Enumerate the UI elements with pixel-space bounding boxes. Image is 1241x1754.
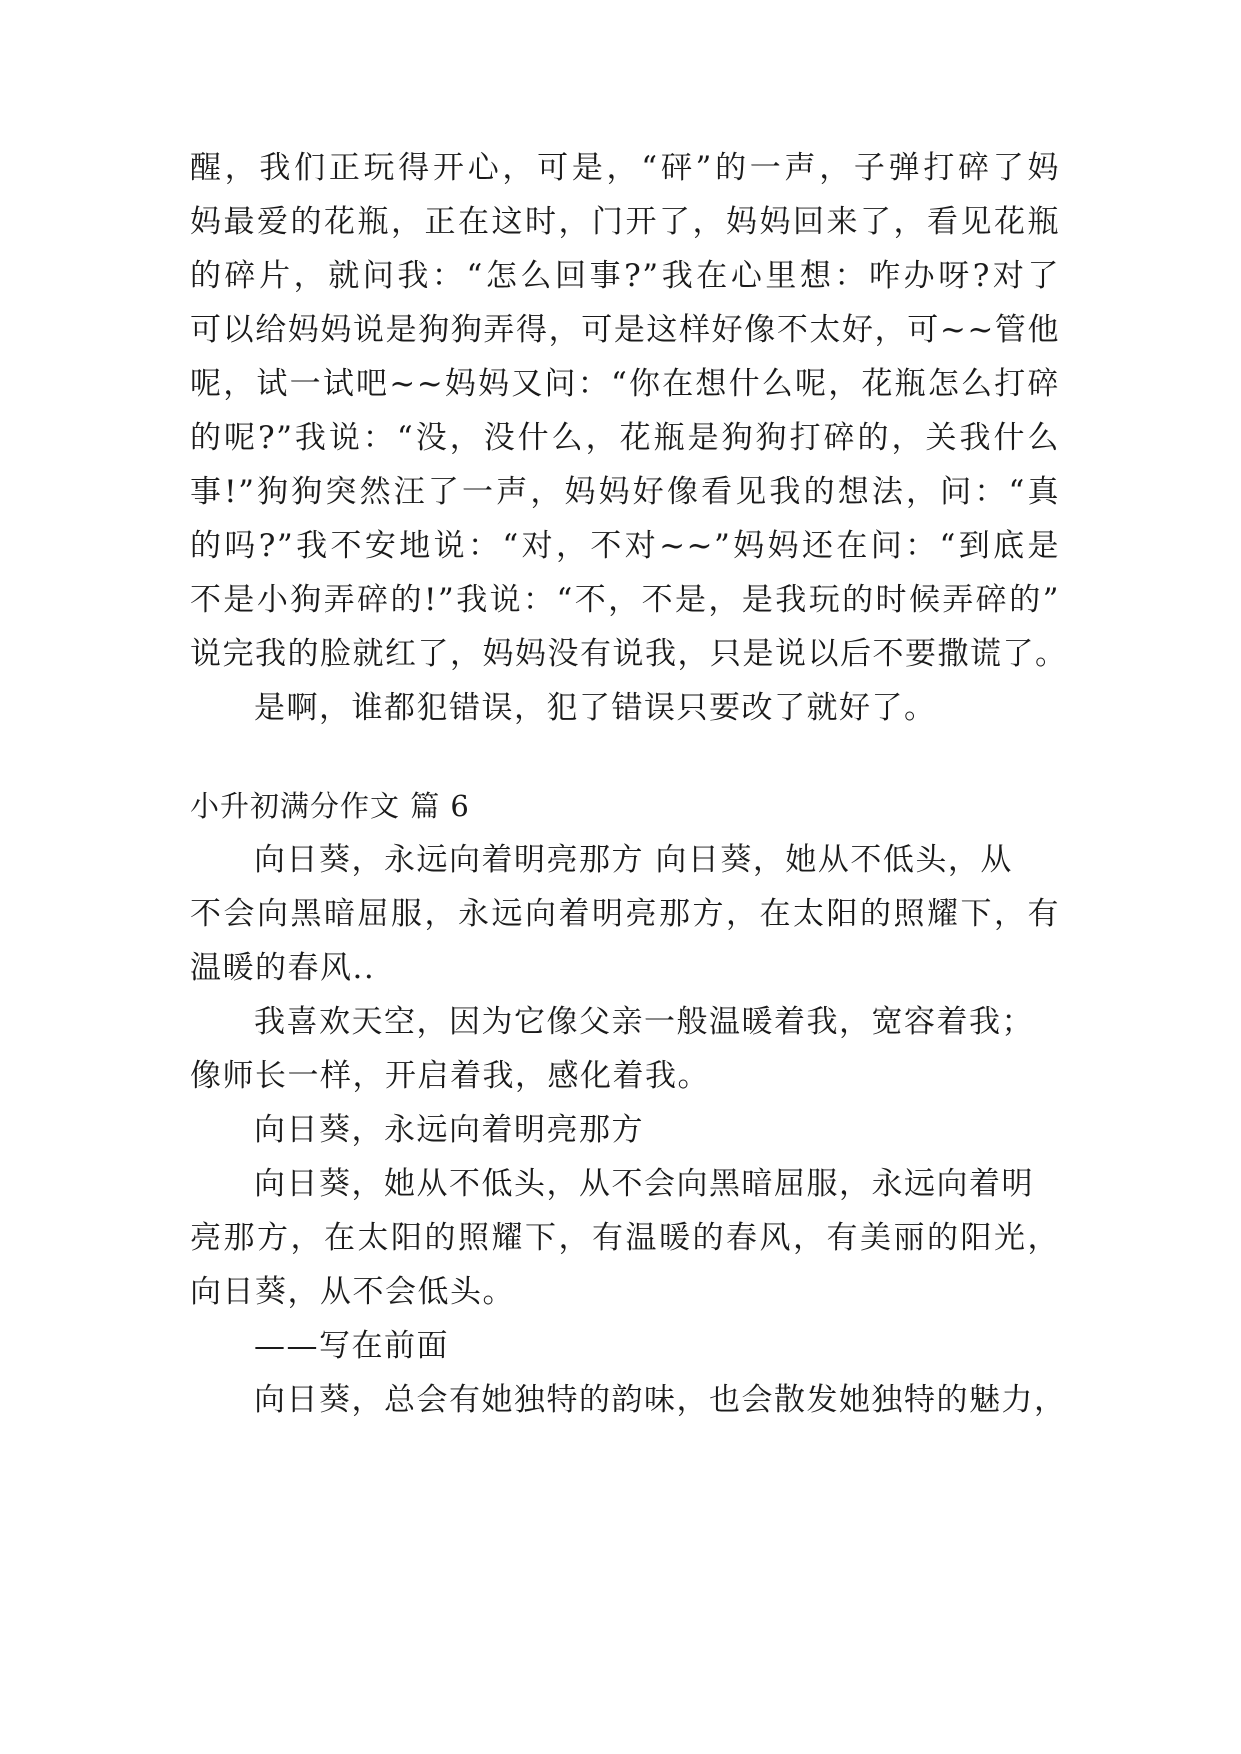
- paragraph-line: 不是小狗弄碎的!”我说：“不，不是，是我玩的时候弄碎的”: [190, 582, 1060, 618]
- paragraph-line: 温暖的春风..: [190, 950, 376, 986]
- paragraph-line: ——写在前面: [254, 1328, 449, 1364]
- section-heading: 小升初满分作文 篇 6: [190, 789, 470, 823]
- paragraph-line: 的呢?”我说：“没，没什么，花瓶是狗狗打碎的，关我什么: [190, 420, 1060, 456]
- paragraph-line: 像师长一样，开启着我，感化着我。: [190, 1058, 710, 1094]
- paragraph-line: 不会向黑暗屈服，永远向着明亮那方，在太阳的照耀下，有: [190, 896, 1060, 932]
- paragraph-line: 我喜欢天空，因为它像父亲一般温暖着我，宽容着我；: [254, 1004, 1034, 1040]
- paragraph-line: 醒，我们正玩得开心，可是，“砰”的一声，子弹打碎了妈: [190, 150, 1060, 186]
- paragraph-line: 向日葵，永远向着明亮那方 向日葵，她从不低头，从: [254, 842, 1013, 878]
- paragraph-line: 向日葵，永远向着明亮那方: [254, 1112, 644, 1148]
- paragraph-line: 说完我的脸就红了，妈妈没有说我，只是说以后不要撒谎了。: [190, 636, 1068, 672]
- paragraph-line: 向日葵，她从不低头，从不会向黑暗屈服，永远向着明: [254, 1166, 1034, 1202]
- paragraph-line: 向日葵，从不会低头。: [190, 1274, 515, 1310]
- paragraph-line: 妈最爱的花瓶，正在这时，门开了，妈妈回来了，看见花瓶: [190, 204, 1060, 240]
- paragraph-line: 呢，试一试吧~~妈妈又问：“你在想什么呢，花瓶怎么打碎: [190, 366, 1060, 402]
- paragraph-line: 是啊，谁都犯错误，犯了错误只要改了就好了。: [254, 690, 937, 726]
- paragraph-line: 的吗?”我不安地说：“对，不对~~”妈妈还在问：“到底是: [190, 528, 1060, 564]
- paragraph-line: 事!”狗狗突然汪了一声，妈妈好像看见我的想法，问：“真: [190, 474, 1060, 510]
- paragraph-line: 可以给妈妈说是狗狗弄得，可是这样好像不太好，可~~管他: [190, 312, 1060, 348]
- paragraph-line: 向日葵，总会有她独特的韵味，也会散发她独特的魅力，: [254, 1382, 1067, 1418]
- paragraph-line: 亮那方，在太阳的照耀下，有温暖的春风，有美丽的阳光，: [190, 1220, 1060, 1256]
- paragraph-line: 的碎片，就问我：“怎么回事?”我在心里想：咋办呀?对了: [190, 258, 1060, 294]
